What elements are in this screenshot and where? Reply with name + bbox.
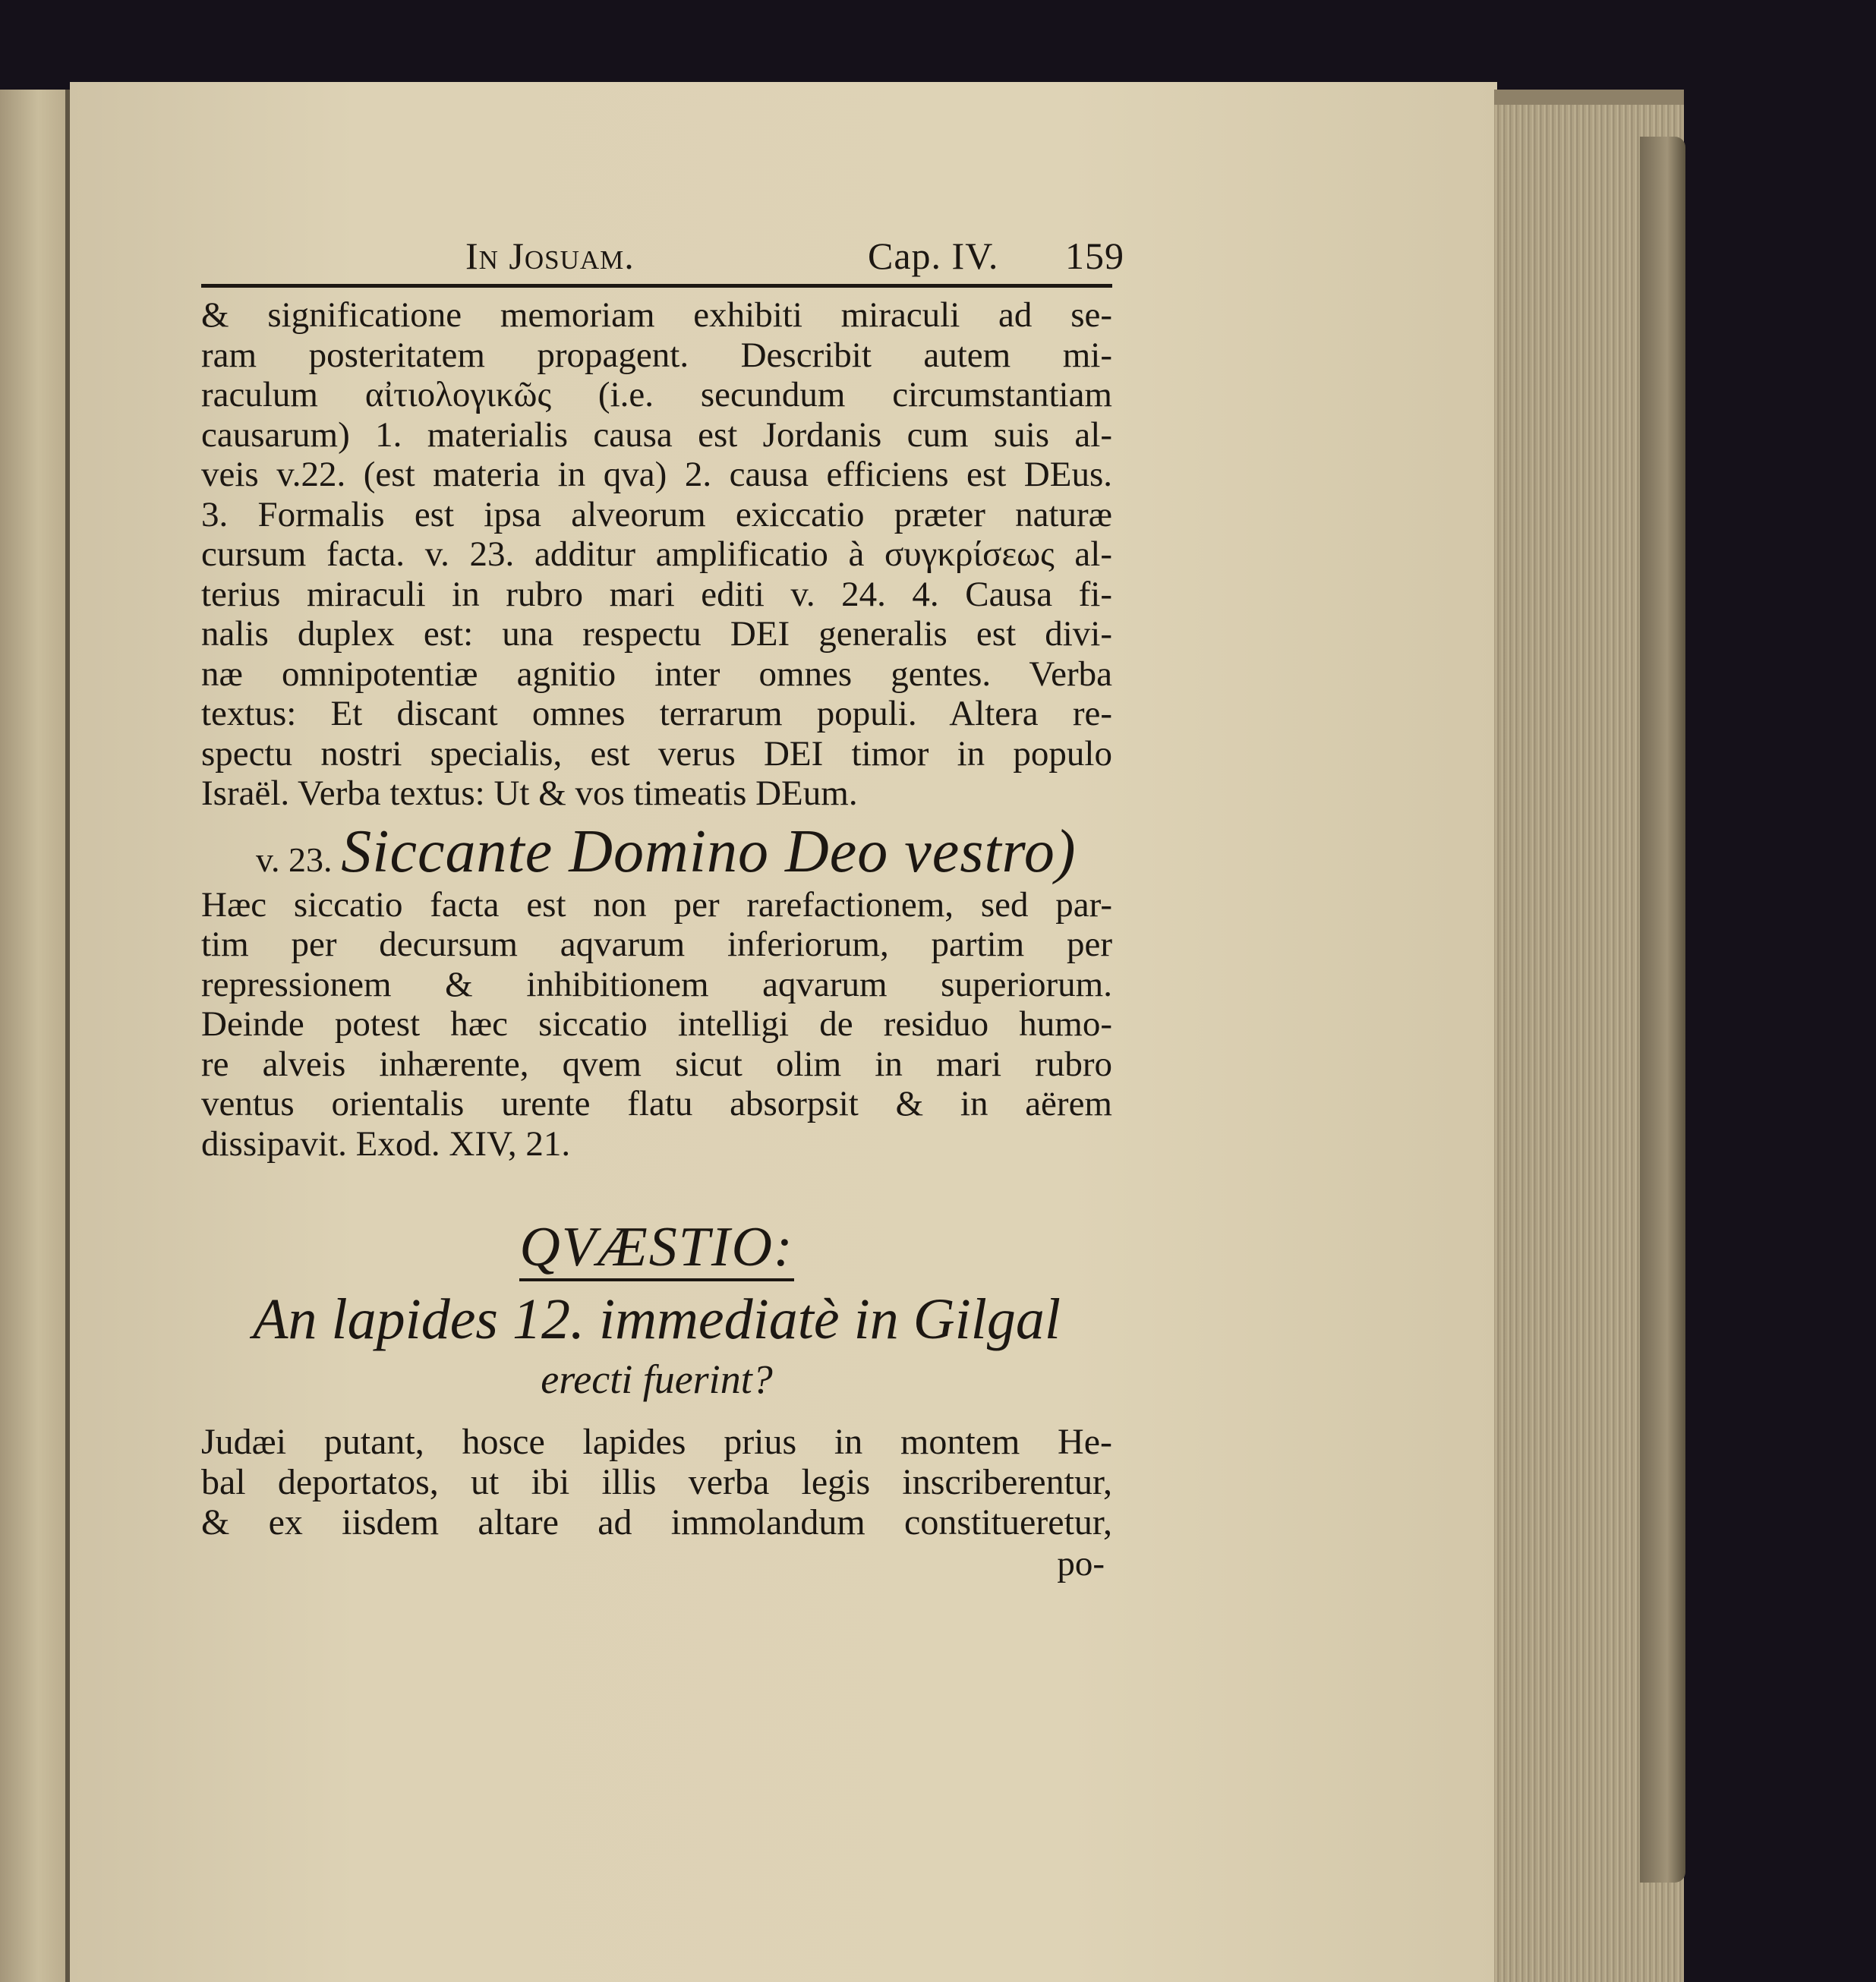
question-heading-text: QVÆSTIO:	[519, 1216, 793, 1281]
head-rule	[201, 284, 1112, 288]
text-line: Israël. Verba textus: Ut & vos timeatis DEum.	[201, 774, 858, 813]
text-block	[201, 226, 1124, 1585]
text-line: veis v.22. (est materia in qva) 2. causa efficiens est DEus.	[201, 455, 1112, 494]
page-number: 159	[1065, 235, 1124, 277]
lemma	[201, 818, 1112, 885]
text-line: Judæi putant, hosce lapides prius in montem He-	[201, 1422, 1112, 1462]
question-heading	[201, 1211, 1112, 1284]
text-line: terius miraculi in rubro mari editi v. 24. 4. Causa fi-	[201, 574, 1112, 614]
lemma-verse: v. 23.	[256, 840, 333, 879]
text-line: re alveis inhærente, qvem sicut olim in mari rubro	[201, 1044, 1112, 1084]
text-line: ram posteritatem propagent. Describit autem mi-	[201, 335, 1112, 375]
text-line: Hæc siccatio facta est non per rarefactionem, sed par-	[201, 884, 1112, 925]
text-line: ventus orientalis urente flatu absorpsit & in aërem	[201, 1084, 1112, 1123]
question-title-line-2: erecti fuerint?	[541, 1357, 773, 1402]
text-line: tim per decursum aqvarum inferiorum, partim per	[201, 925, 1112, 964]
text-line: nalis duplex est: una respectu DEI generalis est divi-	[201, 614, 1112, 654]
paragraph-1	[201, 295, 1112, 814]
text-line: textus: Et discant omnes terrarum populi. Altera re-	[201, 694, 1112, 733]
question-title-line-1: An lapides 12. immediatè in Gilgal	[253, 1287, 1061, 1351]
text-line: dissipavit. Exod. XIV, 21.	[201, 1123, 571, 1164]
text-line: spectu nostri specialis, est verus DEI timor in populo	[201, 733, 1112, 774]
text-line: & significatione memoriam exhibiti miraculi ad se-	[201, 295, 1112, 335]
text-line: causarum) 1. materialis causa est Jordanis cum suis al-	[201, 414, 1112, 455]
text-line: bal deportatos, ut ibi illis verba legis inscriberentur,	[201, 1462, 1112, 1502]
text-line: cursum facta. v. 23. additur amplificatio à συγκρίσεως al-	[201, 534, 1112, 574]
lemma-text: Siccante Domino Deo vestro)	[341, 818, 1077, 885]
text-line: & ex iisdem altare ad immolandum constitueretur,	[201, 1502, 1112, 1542]
text-line: næ omnipotentiæ agnitio inter omnes gentes. Verba	[201, 654, 1112, 694]
catchword: po-	[1057, 1544, 1105, 1583]
running-head-title: In Josuam.	[465, 235, 635, 277]
paragraph-2	[201, 885, 1112, 1164]
facing-page-edge	[0, 90, 70, 1982]
text-line: Deinde potest hæc siccatio intelligi de residuo humo-	[201, 1004, 1112, 1044]
text-line: repressionem & inhibitionem aqvarum superiorum.	[201, 964, 1112, 1004]
paragraph-3	[201, 1422, 1112, 1542]
text-line: 3. Formalis est ipsa alveorum exiccatio præter naturæ	[201, 494, 1112, 534]
running-head	[201, 226, 1124, 281]
running-head-chapter: Cap. IV.	[868, 235, 999, 277]
book-cover-edge	[1640, 137, 1685, 1883]
text-line: raculum αἰτιολογικῶς (i.e. secundum circumstantiam	[201, 375, 1112, 414]
